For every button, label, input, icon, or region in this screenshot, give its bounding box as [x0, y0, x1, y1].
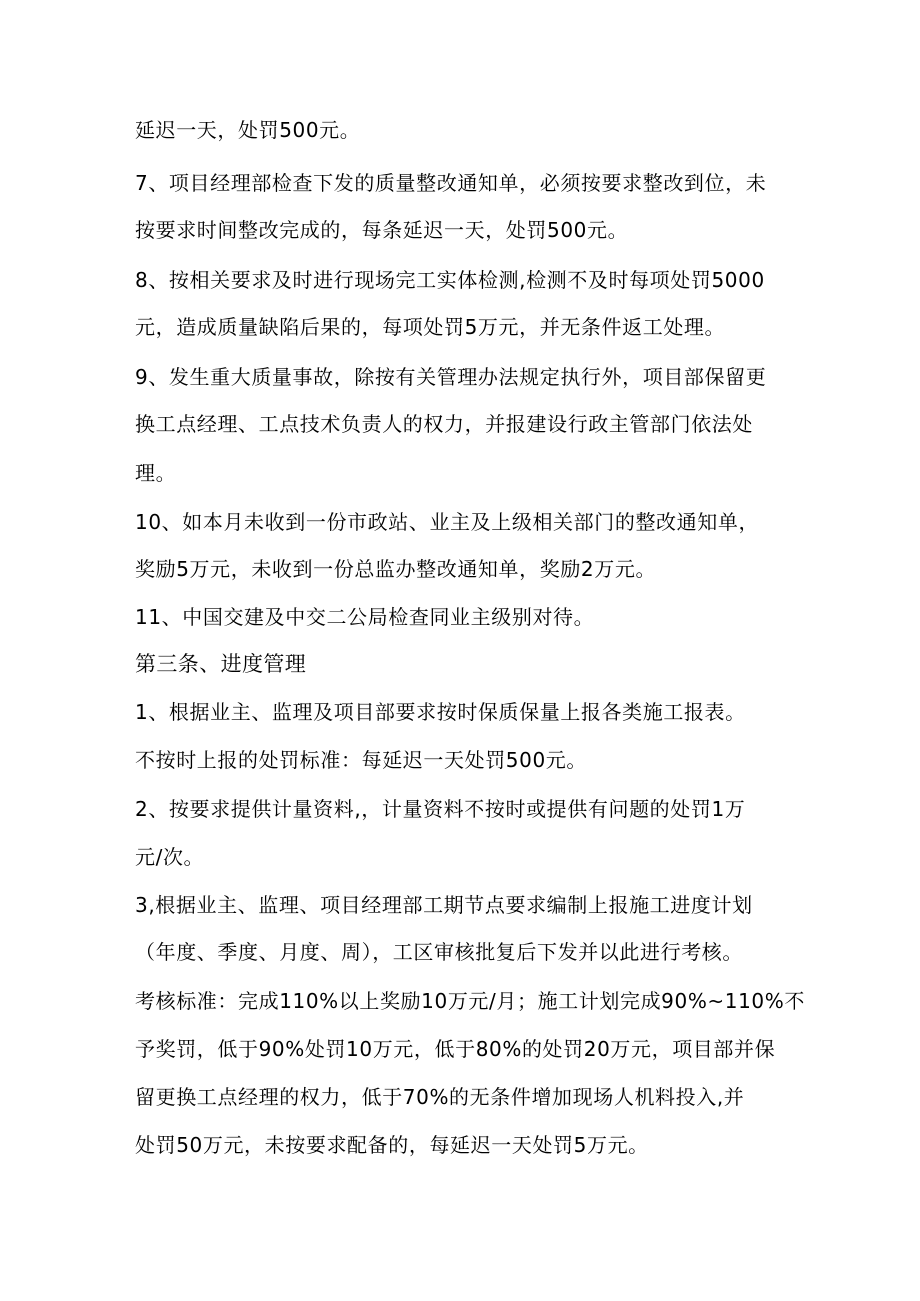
text-line: 7、项目经理部检查下发的质量整改通知单，必须按要求整改到位，未 — [135, 171, 767, 195]
text-line: 奖励5万元，未收到一份总监办整改通知单，奖励2万元。 — [135, 557, 657, 581]
text-line: 理。 — [135, 461, 177, 485]
text-line: 2、按要求提供计量资料,，计量资料不按时或提供有问题的处罚1万 — [135, 797, 746, 821]
text-line: 9、发生重大质量事故，除按有关管理办法规定执行外，项目部保留更 — [135, 365, 767, 389]
text-line: 按要求时间整改完成的，每条延迟一天，处罚500元。 — [135, 218, 629, 242]
text-line: 元/次。 — [135, 845, 205, 869]
text-line: 处罚50万元，未按要求配备的，每延迟一天处罚5万元。 — [135, 1133, 649, 1157]
section-heading: 第三条、进度管理 — [135, 652, 307, 676]
text-line: 予奖罚，低于90%处罚10万元，低于80%的处罚20万元，项目部并保 — [135, 1037, 776, 1061]
text-line: 留更换工点经理的权力，低于70%的无条件增加现场人机料投入,并 — [135, 1085, 745, 1109]
text-line: （年度、季度、月度、周），工区审核批复后下发并以此进行考核。 — [135, 940, 743, 964]
text-line: 1、根据业主、监理及项目部要求按时保质保量上报各类施工报表。 — [135, 700, 746, 724]
text-line: 不按时上报的处罚标准：每延迟一天处罚500元。 — [135, 748, 587, 772]
text-line: 10、如本月未收到一份市政站、业主及上级相关部门的整改通知单， — [135, 510, 760, 534]
text-line: 延迟一天，处罚500元。 — [135, 118, 361, 142]
text-line: 考核标准：完成110%以上奖励10万元/月；施工计划完成90%~110%不 — [135, 989, 805, 1013]
text-line: 3,根据业主、监理、项目经理部工期节点要求编制上报施工进度计划 — [135, 893, 753, 917]
text-line: 11、中国交建及中交二公局检查同业主级别对待。 — [135, 605, 595, 629]
text-line: 元，造成质量缺陷后果的，每项处罚5万元，并无条件返工处理。 — [135, 315, 726, 339]
text-line: 8、按相关要求及时进行现场完工实体检测,检测不及时每项处罚5000 — [135, 268, 765, 292]
text-line: 换工点经理、工点技术负责人的权力，并报建设行政主管部门依法处 — [135, 412, 753, 436]
